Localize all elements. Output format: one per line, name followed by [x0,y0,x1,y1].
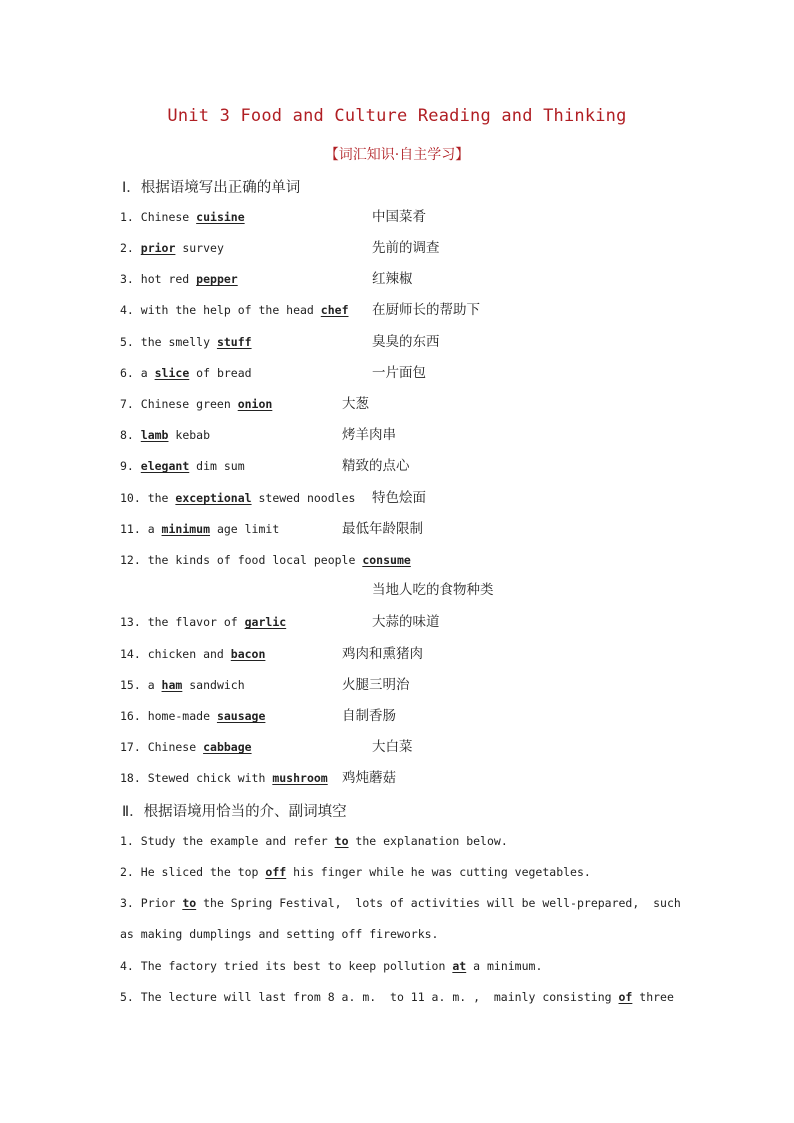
vocab-english [120,737,252,757]
vocab-answer: consume [362,553,411,567]
vocab-answer: exceptional [175,491,252,505]
vocab-answer: cabbage [203,740,252,754]
vocab-english [120,519,279,539]
vocab-chinese: 大葱 [342,396,369,412]
vocab-prefix: 4. with the help of the head [120,303,321,317]
fill-in-sentence [120,924,439,944]
vocab-english [120,675,245,695]
sentence-prefix: 4. The factory tried its best to keep pollution [120,959,453,973]
vocab-english [120,706,265,726]
vocab-prefix: 8. [120,428,141,442]
vocab-answer: sausage [216,709,266,723]
fill-in-sentence [120,987,674,1007]
sentence-prefix: 2. He sliced the top [120,865,266,879]
vocab-suffix: stewed noodles [251,491,356,505]
vocab-answer: bacon [230,647,266,661]
fill-in-sentence [120,831,508,851]
vocab-chinese: 特色烩面 [372,490,426,506]
sentence-prefix: 5. The lecture will last from 8 a. m. to 11 a. m. , mainly consisting [120,990,619,1004]
sentence-answer: to [182,896,197,910]
vocab-suffix: kebab [168,428,211,442]
sentence-prefix: as making dumplings and setting off fireworks. [120,927,439,941]
vocab-english [120,425,210,445]
sentence-suffix: the Spring Festival, lots of activities will be well-prepared, such [196,896,681,910]
vocab-english [120,644,265,664]
vocab-answer: ham [161,678,183,692]
vocab-prefix: 15. a [120,678,162,692]
vocab-english [120,550,411,570]
sentence-suffix: his finger while he was cutting vegetables. [286,865,591,879]
vocab-english [120,488,355,508]
vocab-answer: stuff [216,335,252,349]
vocab-prefix: 17. Chinese [120,740,204,754]
vocab-answer: elegant [140,459,190,473]
vocab-prefix: 16. home-made [120,709,217,723]
vocab-english [120,238,224,258]
vocab-chinese: 大白菜 [372,739,413,755]
sentence-suffix: three [632,990,674,1004]
vocab-chinese: 臭臭的东西 [372,334,440,350]
vocab-chinese: 红辣椒 [372,271,413,287]
vocab-chinese: 自制香肠 [342,708,396,724]
vocab-suffix: dim sum [189,459,245,473]
vocab-english [120,300,349,320]
vocab-suffix: survey [175,241,224,255]
vocab-answer: cuisine [196,210,245,224]
vocab-chinese: 鸡肉和熏猪肉 [342,646,423,662]
vocab-prefix: 1. Chinese [120,210,197,224]
section-2-heading: Ⅱ．根据语境用恰当的介、副词填空 [122,804,347,820]
vocab-prefix: 6. a [120,366,155,380]
vocab-prefix: 5. the smelly [120,335,217,349]
vocab-prefix: 2. [120,241,141,255]
vocab-answer: pepper [196,272,238,286]
section-subtitle: 【词汇知识·自主学习】 [324,147,470,163]
vocab-chinese: 大蒜的味道 [372,614,440,630]
vocab-answer: lamb [140,428,169,442]
sentence-answer: off [265,865,287,879]
sentence-suffix: a minimum. [466,959,543,973]
vocab-answer: onion [237,397,273,411]
vocab-prefix: 3. hot red [120,272,197,286]
vocab-english [120,269,238,289]
fill-in-sentence [120,893,681,913]
vocab-english [120,768,328,788]
sentence-answer: at [452,959,467,973]
vocab-chinese: 最低年龄限制 [342,521,423,537]
vocab-prefix: 18. Stewed chick with [120,771,273,785]
vocab-chinese: 烤羊肉串 [342,427,396,443]
vocab-english [120,456,245,476]
fill-in-sentence [120,956,542,976]
vocab-chinese: 先前的调查 [372,240,440,256]
vocab-english [120,332,252,352]
vocab-english [120,394,272,414]
vocab-prefix: 7. Chinese green [120,397,238,411]
vocab-suffix: of bread [189,366,252,380]
vocab-answer: minimum [161,522,211,536]
vocab-prefix: 13. the flavor of [120,615,245,629]
vocab-chinese: 在厨师长的帮助下 [372,302,480,318]
vocab-suffix: sandwich [182,678,245,692]
vocab-chinese: 火腿三明治 [342,677,410,693]
vocab-english [120,612,286,632]
vocab-answer: slice [154,366,190,380]
vocab-chinese: 中国菜肴 [372,209,426,225]
sentence-prefix: 1. Study the example and refer [120,834,335,848]
sentence-prefix: 3. Prior [120,896,183,910]
fill-in-sentence [120,862,591,882]
vocab-chinese: 一片面包 [372,365,426,381]
vocab-chinese: 当地人吃的食物种类 [372,582,494,598]
vocab-chinese: 精致的点心 [342,458,410,474]
vocab-english [120,363,252,383]
section-1-heading: Ⅰ．根据语境写出正确的单词 [122,180,301,196]
vocab-english [120,207,245,227]
vocab-answer: chef [320,303,349,317]
vocab-prefix: 11. a [120,522,162,536]
vocab-prefix: 14. chicken and [120,647,231,661]
sentence-answer: to [334,834,349,848]
sentence-answer: of [618,990,633,1004]
vocab-prefix: 10. the [120,491,176,505]
vocab-answer: mushroom [272,771,328,785]
vocab-prefix: 9. [120,459,141,473]
vocab-answer: garlic [244,615,287,629]
sentence-suffix: the explanation below. [348,834,508,848]
vocab-answer: prior [140,241,176,255]
vocab-chinese: 鸡炖蘑菇 [342,770,396,786]
vocab-prefix: 12. the kinds of food local people [120,553,363,567]
vocab-suffix: age limit [210,522,280,536]
page-title: Unit 3 Food and Culture Reading and Thinking [167,106,627,126]
